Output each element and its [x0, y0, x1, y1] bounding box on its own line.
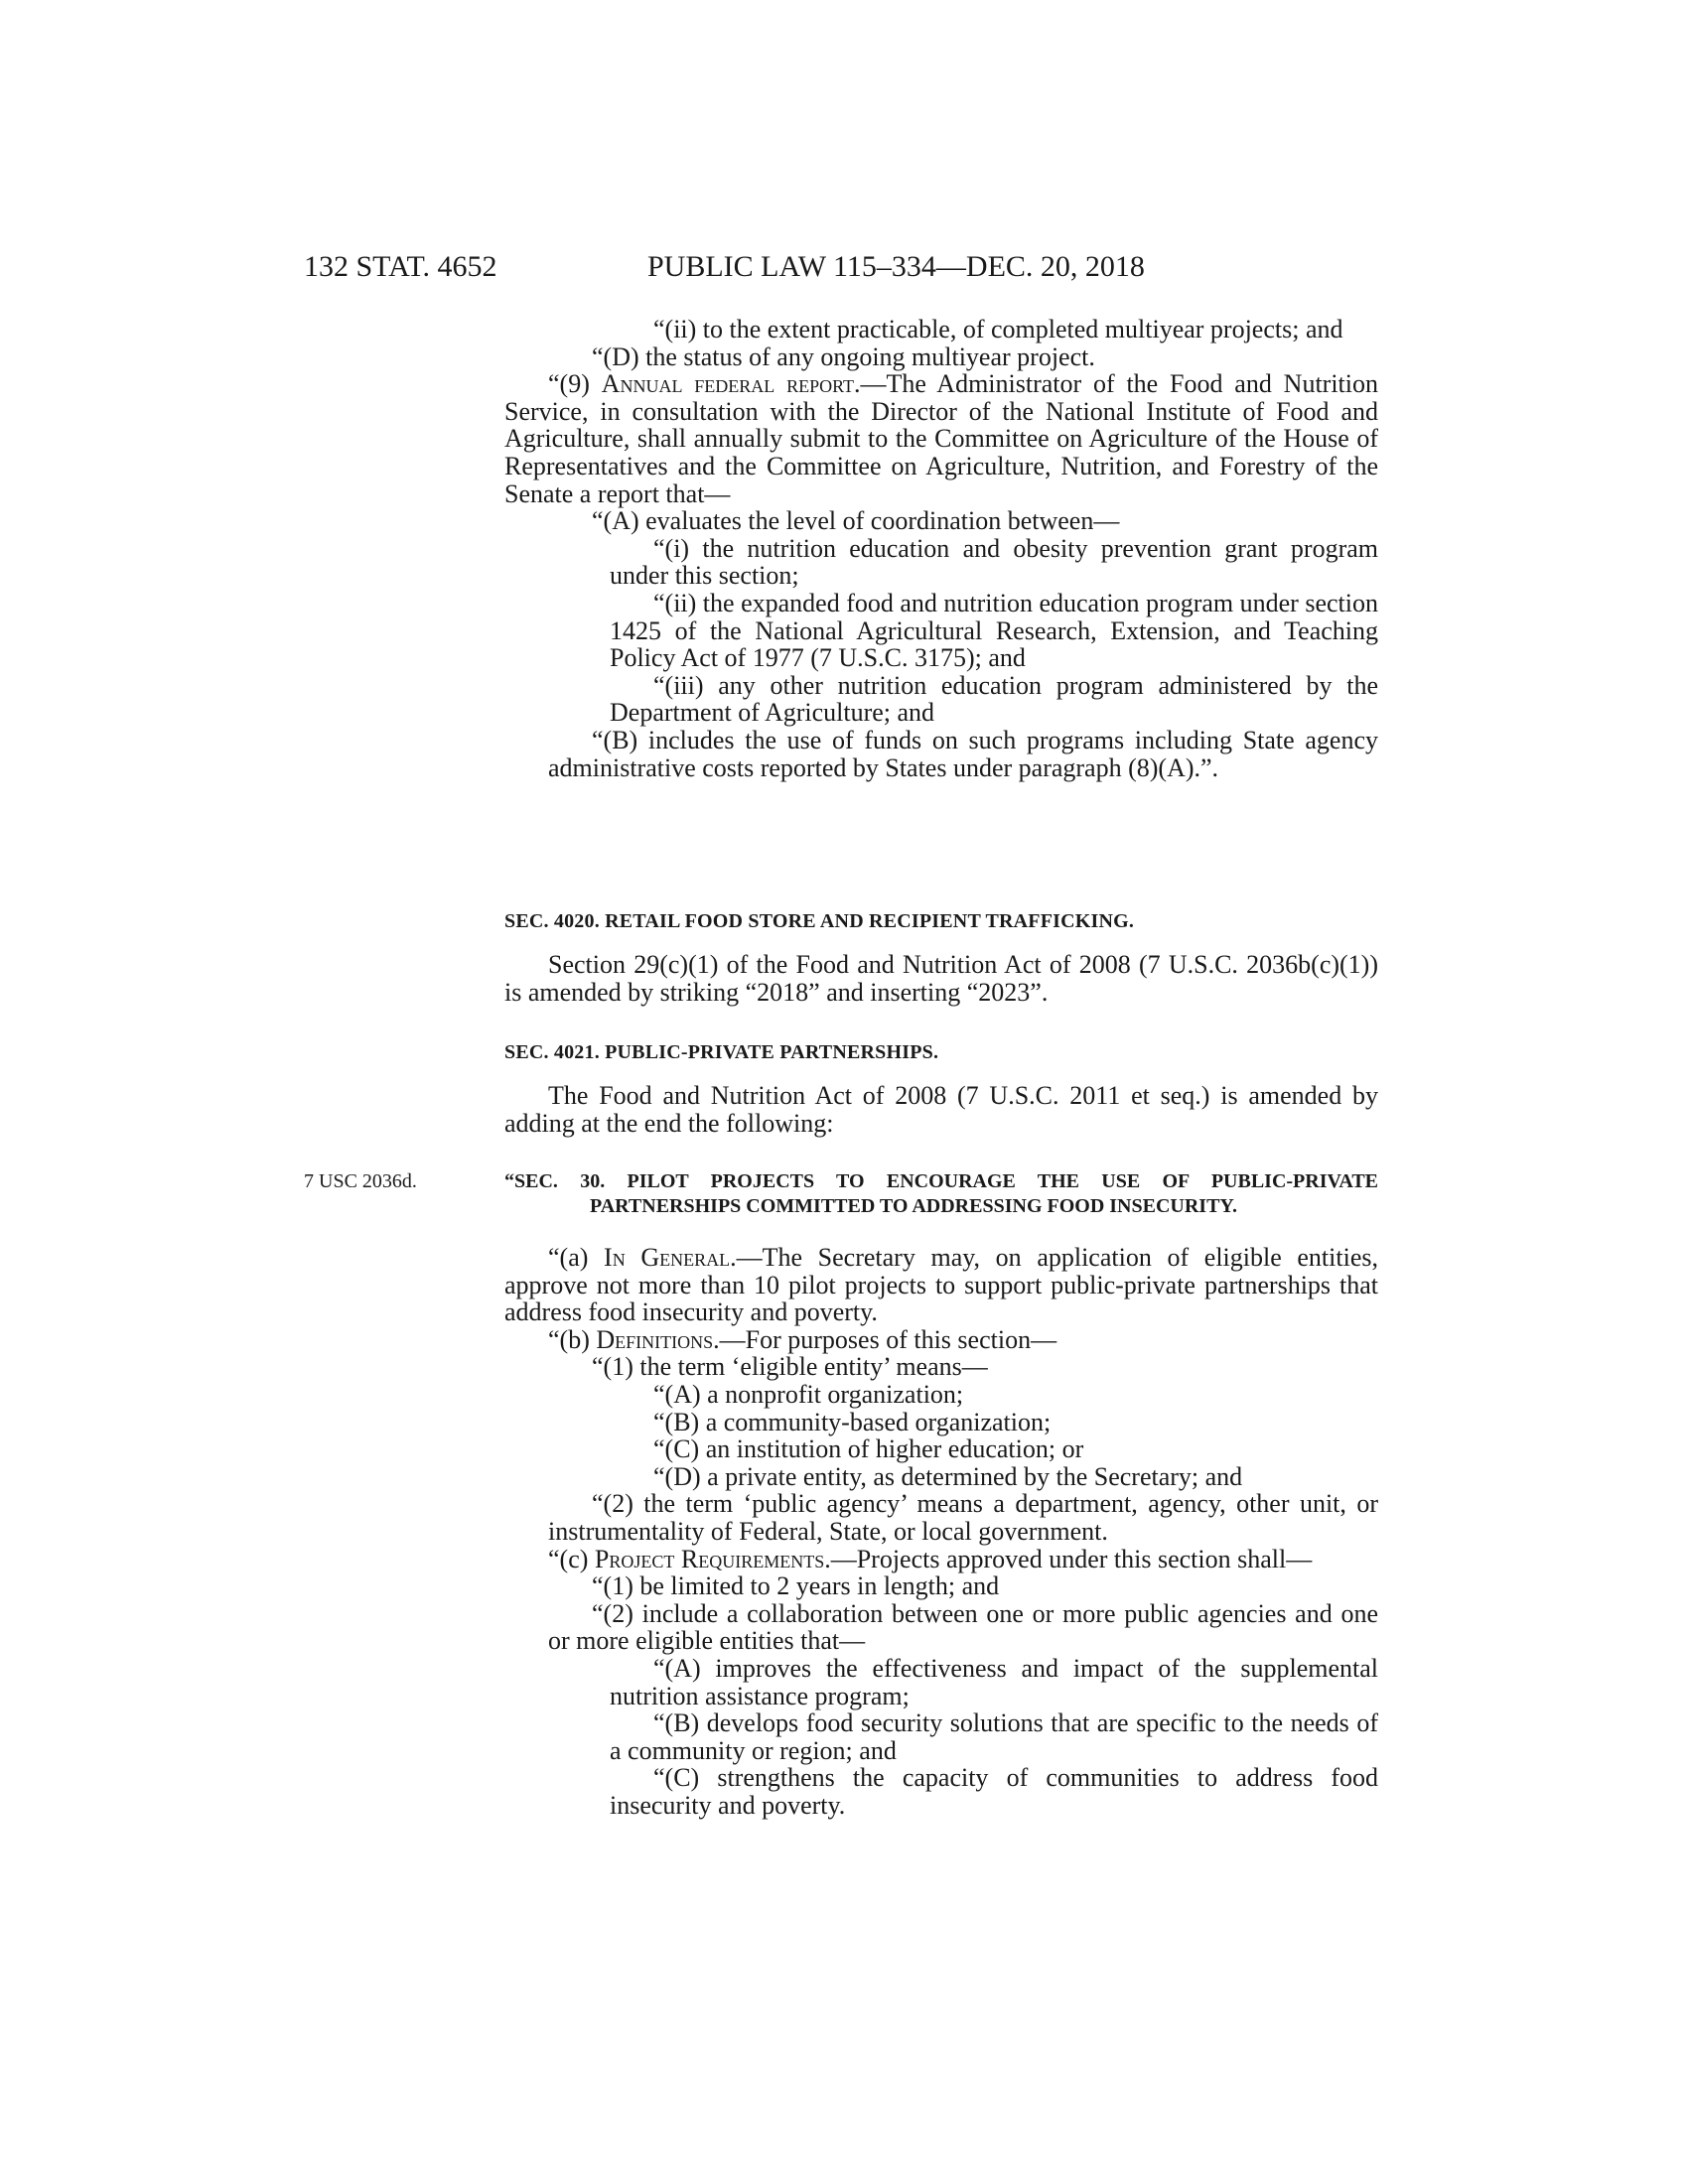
definition-1-A: “(A) a nonprofit organization;: [653, 1379, 964, 1409]
subsection-a-in-general: [504, 1244, 1378, 1326]
subsection-c-number: “(c): [548, 1544, 595, 1573]
definition-1-C: “(C) an institution of higher education; or: [653, 1434, 1084, 1464]
definition-1-D: “(D) a private entity, as determined by the Secretary; and: [653, 1461, 1243, 1491]
clause-iii-other-program: “(iii) any other nutrition education program administered by the Department of Agriculture; and: [610, 670, 1378, 728]
section-4021: [504, 1040, 1378, 1137]
clause-ii-completed: “(ii) to the extent practicable, of completed multiyear projects; and: [653, 315, 1343, 343]
subsection-b-number: “(b): [548, 1324, 597, 1354]
subparagraph-A-evaluates: “(A) evaluates the level of coordination between—: [592, 506, 1120, 536]
paragraph-9-annual-report: [504, 370, 1378, 507]
requirement-2-C: “(C) strengthens the capacity of communities to address food insecurity and poverty.: [610, 1763, 1378, 1820]
subparagraph-B-funds: “(B) includes the use of funds on such programs including State agency administrative costs reported by States under paragraph (8)(A).”.: [548, 725, 1378, 782]
subsection-c-heading: Project Requirements: [594, 1544, 825, 1573]
section-30: [504, 1169, 1378, 1819]
definition-2-public-agency: “(2) the term ‘public agency’ means a department, agency, other unit, or instrumentality of Federal, State, or local government.: [548, 1489, 1378, 1546]
subparagraph-D-status: “(D) the status of any ongoing multiyear project.: [592, 341, 1095, 371]
section-4020-text: Section 29(c)(1) of the Food and Nutrition Act of 2008 (7 U.S.C. 2036b(c)(1)) is amended by striking “2018” and inserting “2023”.: [504, 950, 1378, 1007]
clause-i-grant-program: “(i) the nutrition education and obesity prevention grant program under this section;: [610, 533, 1378, 591]
margin-note-usc: 7 USC 2036d.: [304, 1170, 417, 1192]
subsection-b-heading: Definitions: [596, 1324, 714, 1354]
requirement-2-collaboration: “(2) include a collaboration between one or more public agencies and one or more eligible entities that—: [548, 1598, 1378, 1656]
definition-1-B: “(B) a community-based organization;: [653, 1407, 1052, 1436]
requirement-2-B: “(B) develops food security solutions that are specific to the needs of a community or region; and: [610, 1708, 1378, 1765]
section-30-body: [504, 1244, 1378, 1819]
page-reference: 132 STAT. 4652: [304, 250, 497, 283]
running-head-title: PUBLIC LAW 115–334—DEC. 20, 2018: [647, 250, 1145, 283]
subsection-b-text: .—For purposes of this section—: [713, 1324, 1057, 1354]
paragraph-9-heading: Annual federal report: [601, 369, 854, 399]
subsection-a-heading: In General: [604, 1243, 731, 1272]
section-4021-text: The Food and Nutrition Act of 2008 (7 U.S.C. 2011 et seq.) is amended by adding at the end the following:: [504, 1081, 1378, 1138]
section-4020: [504, 909, 1378, 1006]
clause-ii-efnep: “(ii) the expanded food and nutrition education program under section 1425 of the National Agricultural Research, Extension, and Teaching Policy Act of 1977 (7 U.S.C. 3175); and: [610, 588, 1378, 673]
text-column-top: [504, 316, 1378, 781]
requirement-1-length: “(1) be limited to 2 years in length; and: [592, 1571, 1000, 1601]
section-4020-heading: SEC. 4020. RETAIL FOOD STORE AND RECIPIENT TRAFFICKING.: [504, 910, 1135, 932]
section-4021-heading: SEC. 4021. PUBLIC-PRIVATE PARTNERSHIPS.: [504, 1041, 939, 1063]
requirement-2-A: “(A) improves the effectiveness and impact of the supplemental nutrition assistance program;: [610, 1653, 1378, 1710]
subsection-c-project-requirements: [504, 1546, 1378, 1573]
paragraph-9-text: .—The Administrator of the Food and Nutrition Service, in consultation with the Director of the National Institute of Food and Agriculture, shall annually submit to the Committee on Agriculture of the House of Representatives and the Committee on Agriculture, Nutrition, and Forestry of the Senate a report that—: [504, 369, 1378, 508]
paragraph-9-number: “(9): [548, 369, 602, 399]
subsection-a-text: .—The Secretary may, on application of eligible entities, approve not more than 10 pilot projects to support public-private partnerships that address food insecurity and poverty.: [504, 1243, 1378, 1327]
definition-1-eligible-entity: “(1) the term ‘eligible entity’ means—: [592, 1352, 988, 1382]
subsection-a-number: “(a): [548, 1243, 605, 1272]
section-30-heading: “SEC. 30. PILOT PROJECTS TO ENCOURAGE THE USE OF PUBLIC-PRIVATE PARTNERSHIPS COMMITTED TO ADDRESSING FOOD INSECURITY.: [504, 1170, 1378, 1217]
subsection-b-definitions: [504, 1326, 1378, 1354]
subsection-c-text: .—Projects approved under this section shall—: [824, 1544, 1313, 1573]
